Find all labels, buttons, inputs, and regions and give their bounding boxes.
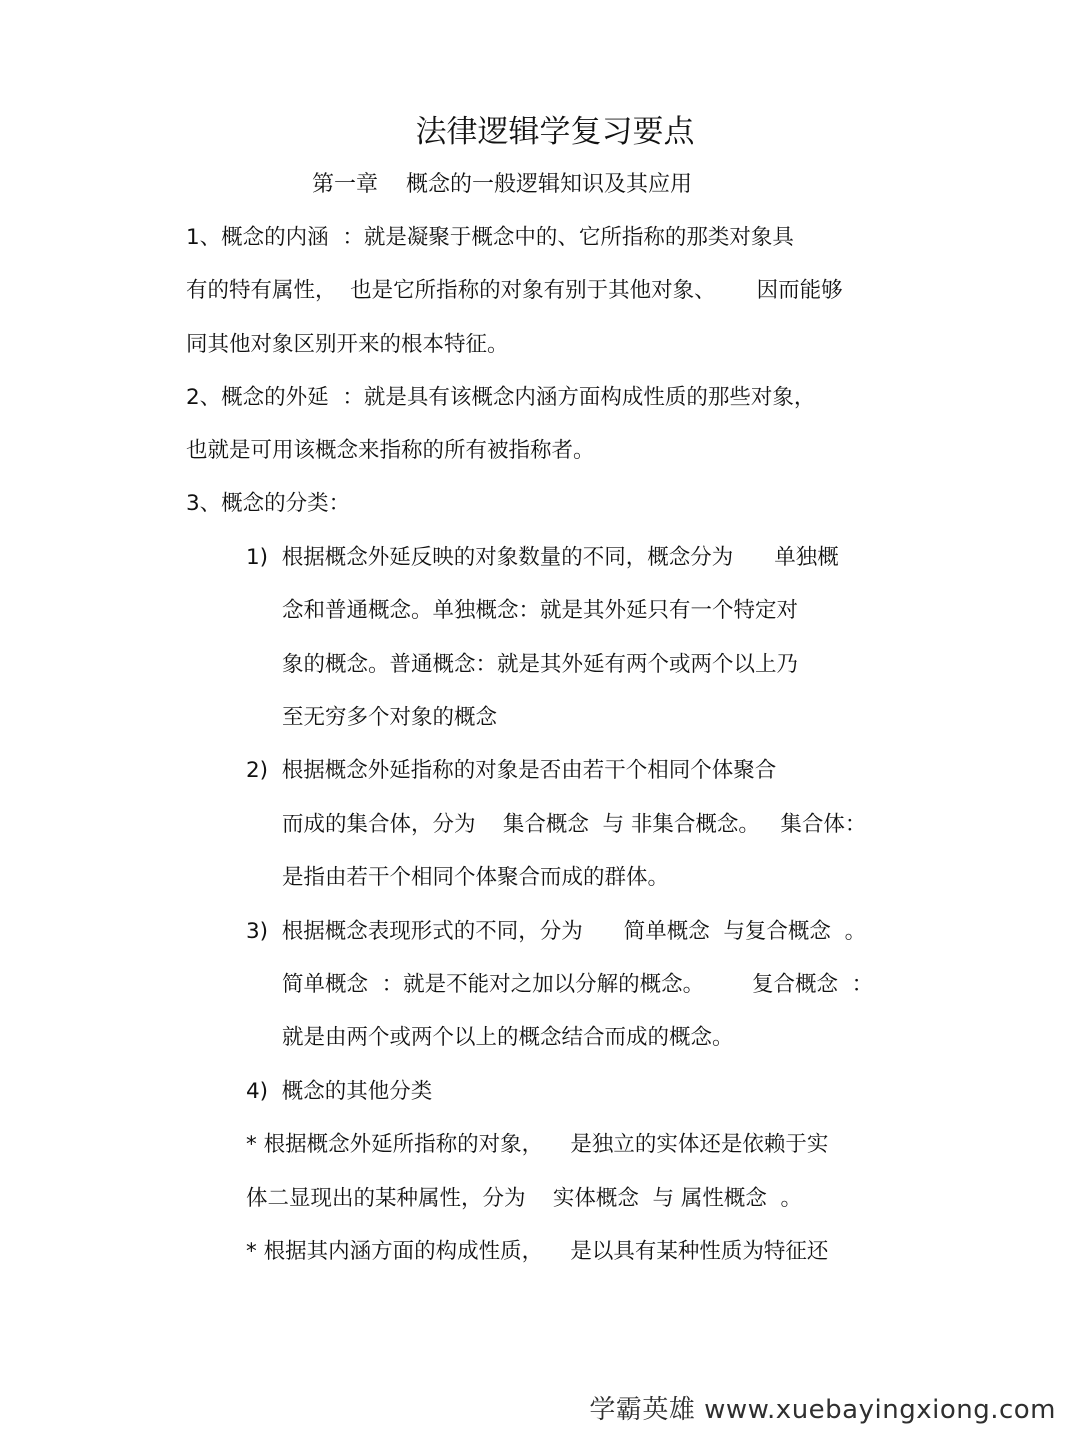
text-line: 简单概念 ：就是不能对之加以分解的概念。 复合概念 ： [282,972,874,997]
text-line: 念和普通概念。单独概念：就是其外延只有一个特定对 [282,598,799,623]
text-line: 有的特有属性， 也是它所指称的对象有别于其他对象、 因而能够 [186,278,843,303]
document-title: 法律逻辑学复习要点 [415,114,695,150]
text-line: 象的概念。普通概念：就是其外延有两个或两个以上乃 [282,652,799,677]
text-line: 3、概念的分类： [186,491,351,516]
text-line: 同其他对象区别开来的根本特征。 [186,332,509,357]
chapter-heading: 第一章 概念的一般逻辑知识及其应用 [312,172,692,197]
text-line: 1、概念的内涵 ：就是凝聚于概念中的、它所指称的那类对象具 [186,225,794,250]
text-line: 2) 根据概念外延指称的对象是否由若干个相同个体聚合 [246,758,777,783]
text-line: * 根据其内涵方面的构成性质， 是以具有某种性质为特征还 [246,1239,829,1264]
text-line: 是指由若干个相同个体聚合而成的群体。 [282,865,670,890]
text-line: 4) 概念的其他分类 [246,1079,433,1104]
text-line: * 根据概念外延所指称的对象， 是独立的实体还是依赖于实 [246,1132,829,1157]
text-line: 至无穷多个对象的概念 [282,705,498,730]
text-line: 就是由两个或两个以上的概念结合而成的概念。 [282,1025,734,1050]
text-line: 而成的集合体，分为 集合概念 与 非集合概念。 集合体： [282,812,867,837]
text-line: 2、概念的外延 ：就是具有该概念内涵方面构成性质的那些对象， [186,385,816,410]
text-line: 体二显现出的某种属性，分为 实体概念 与 属性概念 。 [246,1186,803,1211]
watermark: 学霸英雄 www.xuebayingxiong.com [589,1395,1056,1425]
text-line: 1) 根据概念外延反映的对象数量的不同，概念分为 单独概 [246,545,839,570]
text-line: 3) 根据概念表现形式的不同，分为 简单概念 与复合概念 。 [246,919,867,944]
text-line: 也就是可用该概念来指称的所有被指称者。 [186,438,595,463]
